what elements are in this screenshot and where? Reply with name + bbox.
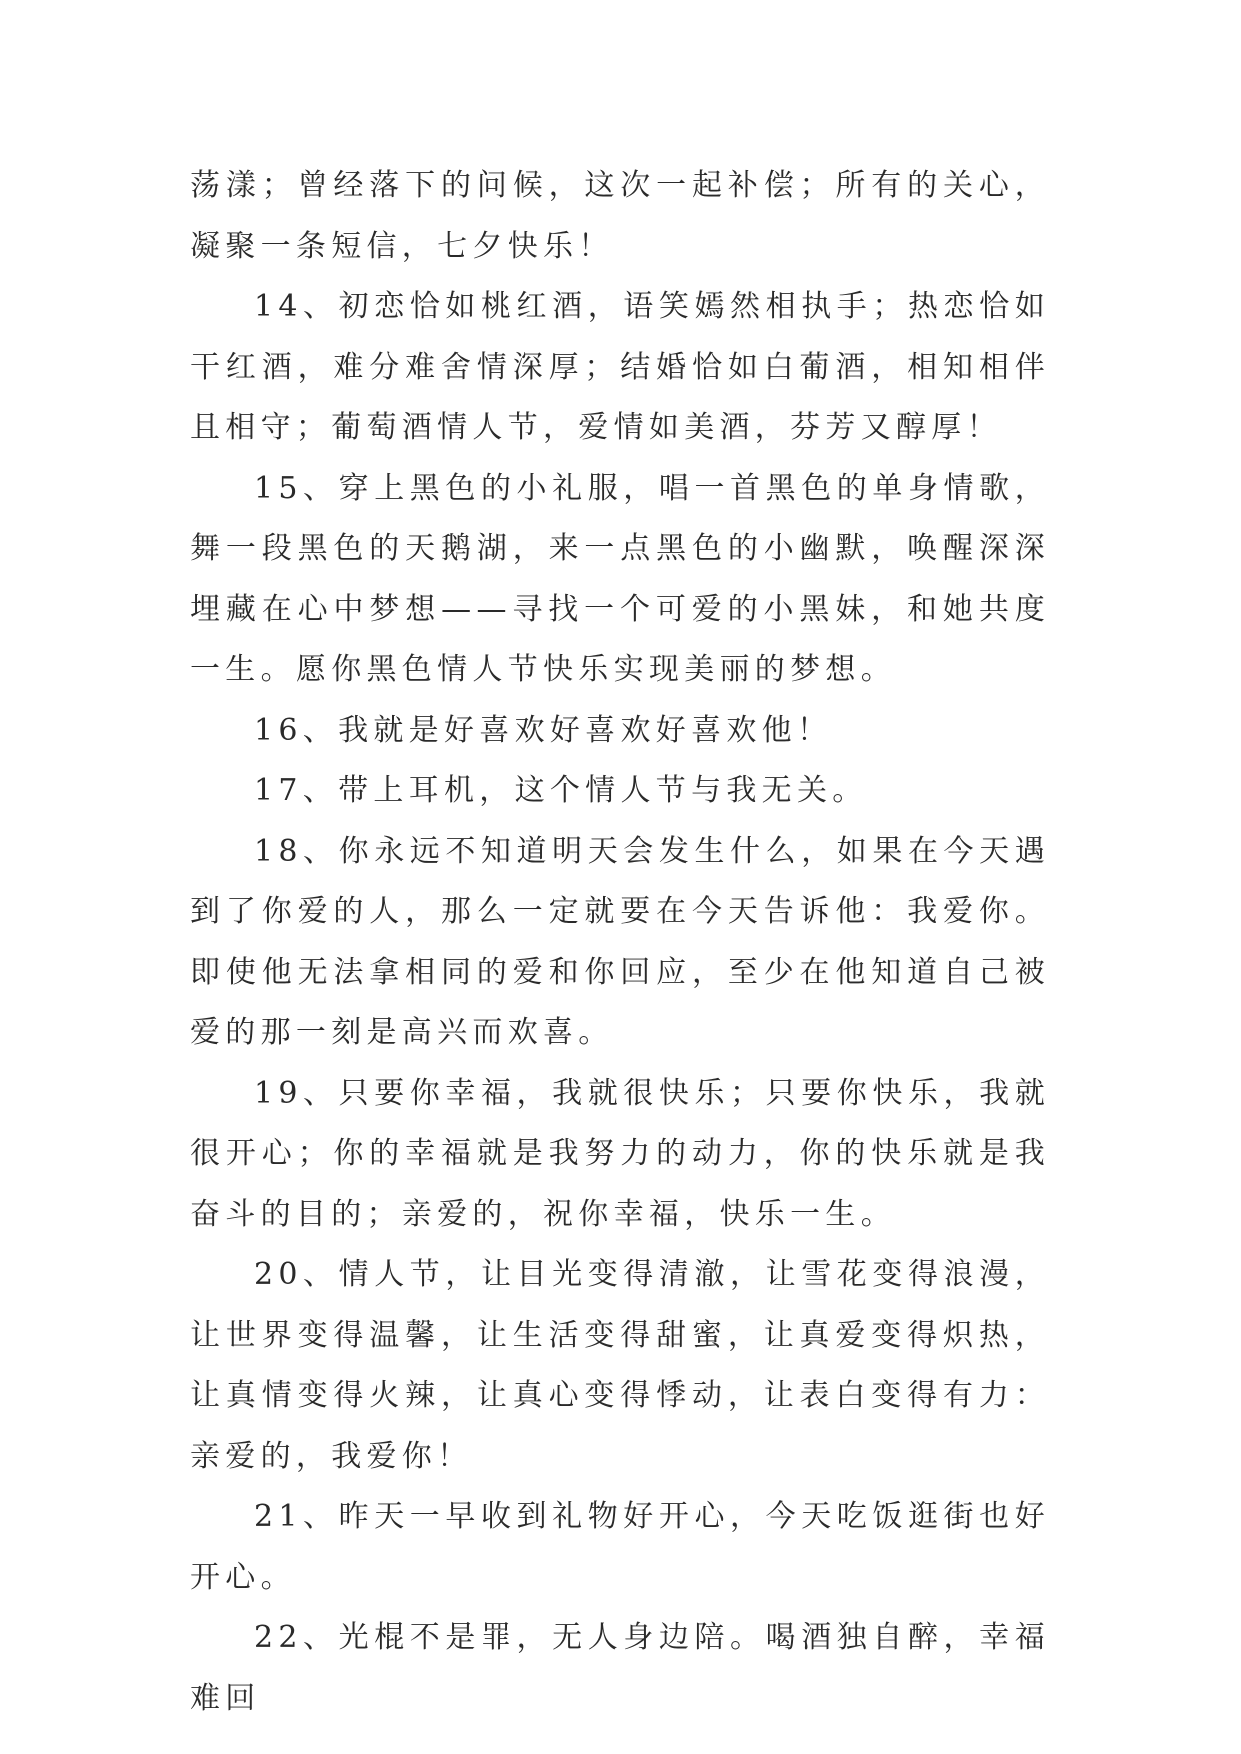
paragraph-17: 17、带上耳机，这个情人节与我无关。: [254, 773, 868, 808]
document-body: [190, 156, 1050, 1729]
paragraph-22: 22、光棍不是罪，无人身边陪。喝酒独自醉，幸福难回: [190, 1620, 1050, 1716]
paragraph-14: 14、初恋恰如桃红酒，语笑嫣然相执手；热恋恰如干红酒，难分难舍情深厚；结婚恰如白葡酒，相知相伴且相守；葡萄酒情人节，爱情如美酒，芬芳又醇厚！: [190, 289, 1050, 445]
paragraph-18: 18、你永远不知道明天会发生什么，如果在今天遇到了你爱的人，那么一定就要在今天告诉他：我爱你。即使他无法拿相同的爱和你回应，至少在他知道自己被爱的那一刻是高兴而欢喜。: [190, 833, 1050, 1050]
paragraph-21: 21、昨天一早收到礼物好开心，今天吃饭逛街也好开心。: [190, 1499, 1050, 1595]
paragraph-15: 15、穿上黑色的小礼服，唱一首黑色的单身情歌，舞一段黑色的天鹅湖，来一点黑色的小幽默，唤醒深深埋藏在心中梦想——寻找一个可爱的小黑妹，和她共度一生。愿你黑色情人节快乐实现美丽的梦想。: [190, 470, 1050, 687]
paragraph-20: 20、情人节，让目光变得清澈，让雪花变得浪漫，让世界变得温馨，让生活变得甜蜜，让真爱变得炽热，让真情变得火辣，让真心变得悸动，让表白变得有力：亲爱的，我爱你！: [190, 1257, 1050, 1474]
paragraph-19: 19、只要你幸福，我就很快乐；只要你快乐，我就很开心；你的幸福就是我努力的动力，你的快乐就是我奋斗的目的；亲爱的，祝你幸福，快乐一生。: [190, 1075, 1050, 1232]
paragraph-13-continued: 荡漾；曾经落下的问候，这次一起补偿；所有的关心，凝聚一条短信，七夕快乐！: [190, 168, 1050, 264]
paragraph-16: 16、我就是好喜欢好喜欢好喜欢他！: [254, 712, 833, 748]
